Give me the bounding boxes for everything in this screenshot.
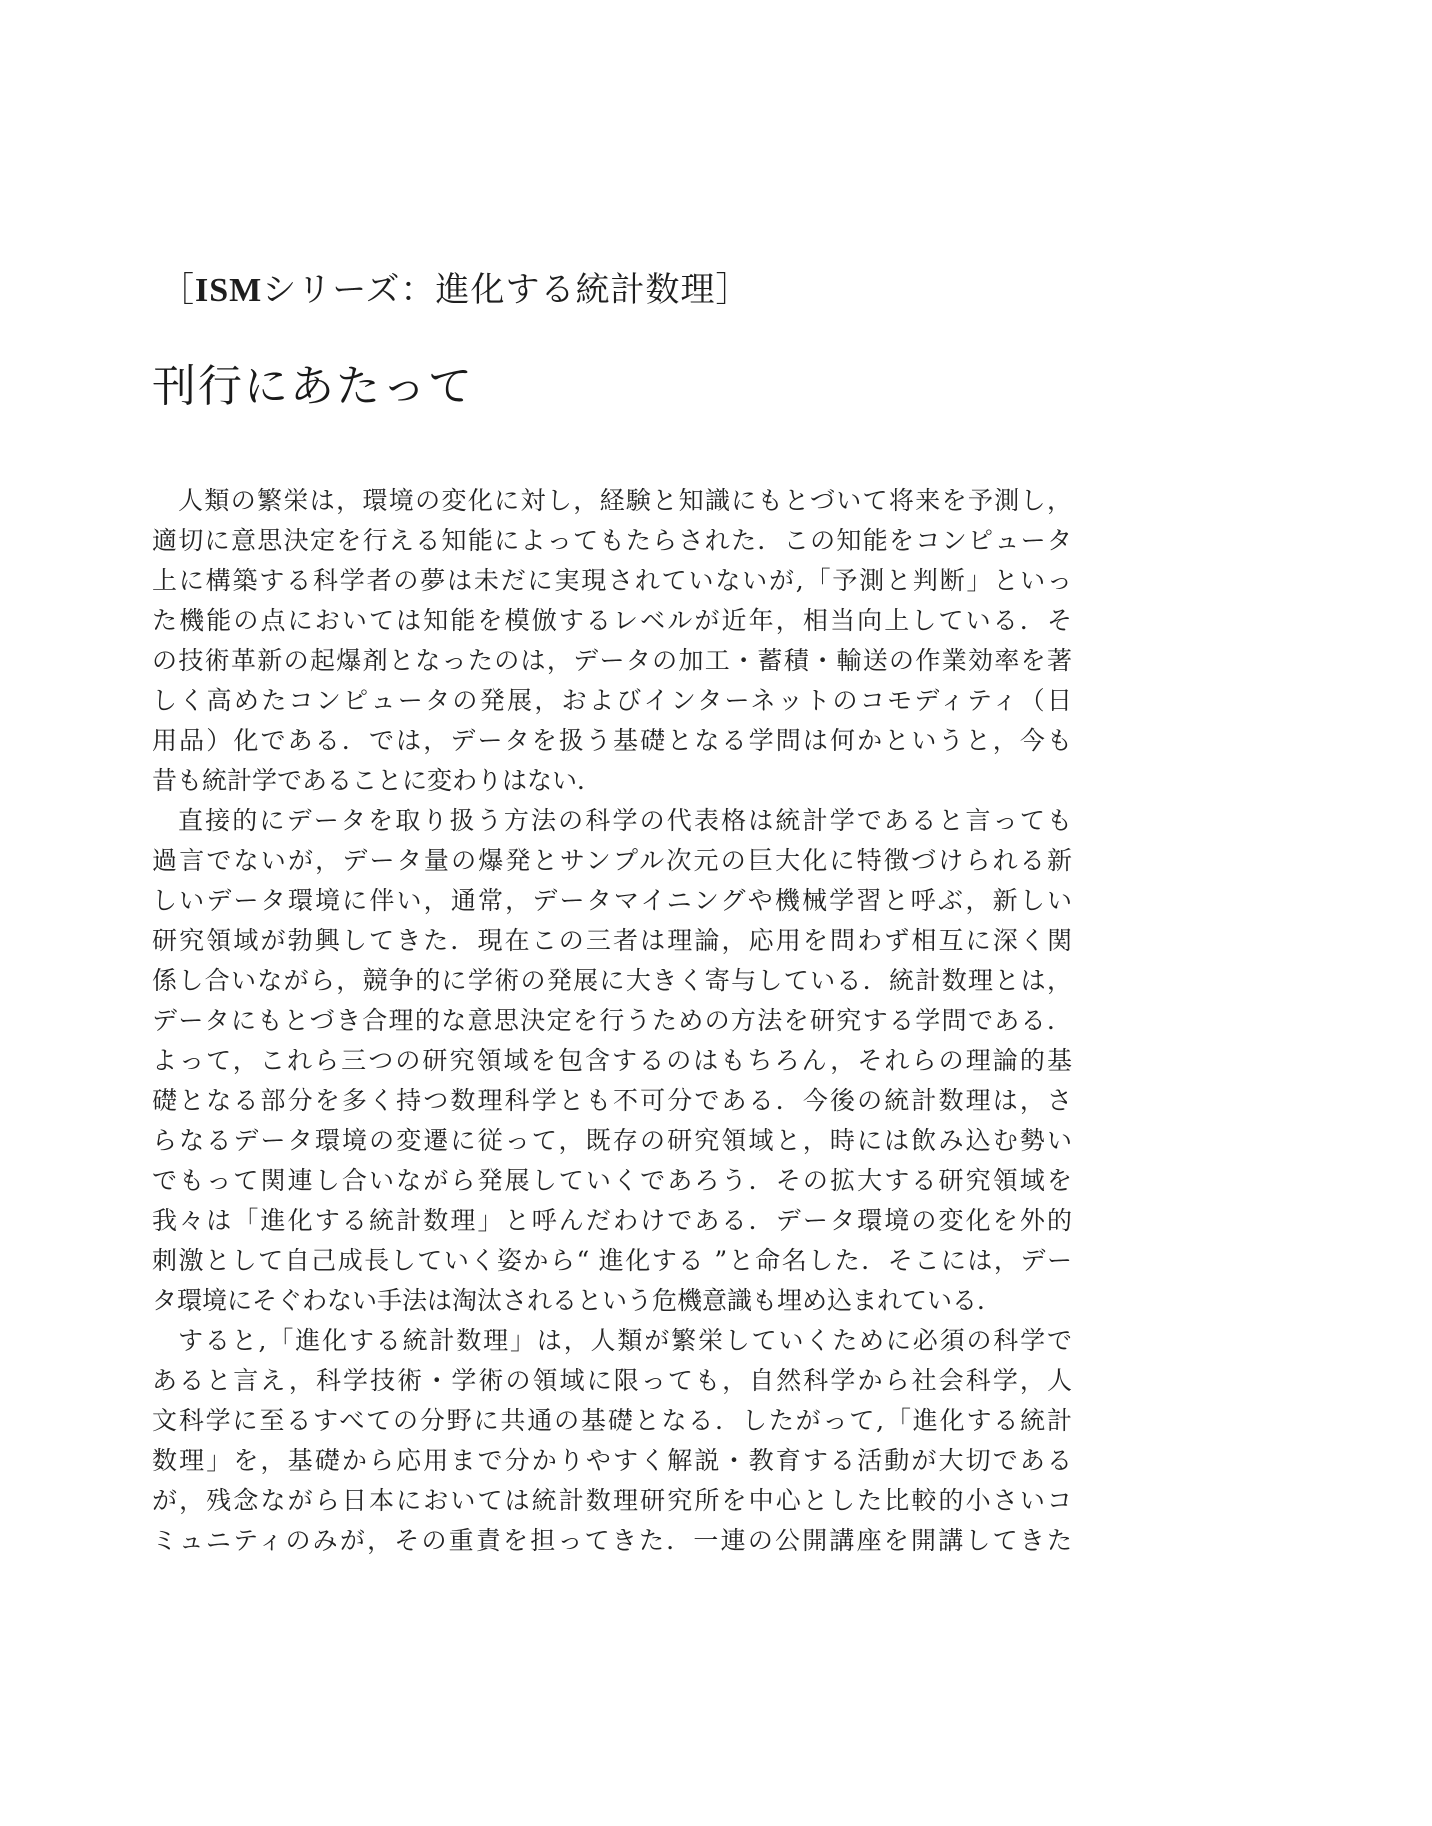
body-line: 数理」を，基礎から応用まで分かりやすく解説・教育する活動が大切である (152, 1446, 1072, 1475)
body-line: あると言え，科学技術・学術の領域に限っても，自然科学から社会科学，人 (152, 1366, 1072, 1395)
series-title-bracket-close: ］ (715, 270, 751, 310)
body-line: 適切に意思決定を行える知能によってもたらされた．この知能をコンピュータ (152, 526, 1072, 555)
body-line: よって，これら三つの研究領域を包含するのはもちろん，それらの理論的基 (152, 1046, 1072, 1075)
body-line: しく高めたコンピュータの発展，およびインターネットのコモディティ（日 (152, 686, 1072, 715)
body-line: らなるデータ環境の変遷に従って，既存の研究領域と，時には飲み込む勢い (152, 1126, 1072, 1155)
body-line: が，残念ながら日本においては統計数理研究所を中心とした比較的小さいコ (152, 1486, 1072, 1515)
body-line: の技術革新の起爆剤となったのは，データの加工・蓄積・輸送の作業効率を著 (152, 646, 1072, 675)
body-line: データにもとづき合理的な意思決定を行うための方法を研究する学問である． (152, 1006, 1072, 1035)
body-text (152, 481, 1072, 1561)
body-line: 過言でないが，データ量の爆発とサンプル次元の巨大化に特徴づけられる新 (152, 846, 1072, 875)
body-line: 礎となる部分を多く持つ数理科学とも不可分である．今後の統計数理は，さ (152, 1086, 1072, 1115)
chapter-title: 刊行にあたって (152, 361, 474, 412)
body-line: 我々は「進化する統計数理」と呼んだわけである．データ環境の変化を外的 (152, 1206, 1072, 1235)
series-title-text: シリーズ：進化する統計数理 (262, 270, 716, 310)
body-line: すると,「進化する統計数理」は，人類が繁栄していくために必須の科学で (178, 1326, 1072, 1355)
body-line: 係し合いながら，競争的に学術の発展に大きく寄与している．統計数理とは， (152, 966, 1072, 995)
body-line: ミュニティのみが，その重責を担ってきた．一連の公開講座を開講してきた (152, 1526, 1072, 1555)
body-line: 直接的にデータを取り扱う方法の科学の代表格は統計学であると言っても (178, 806, 1072, 835)
body-line: 研究領域が勃興してきた．現在この三者は理論，応用を問わず相互に深く関 (152, 926, 1072, 955)
body-line: しいデータ環境に伴い，通常，データマイニングや機械学習と呼ぶ，新しい (152, 886, 1072, 915)
body-line: 刺激として自己成長していく姿から“ 進化する ”と命名した．そこには，デー (152, 1246, 1072, 1275)
body-line: 人類の繁栄は，環境の変化に対し，経験と知識にもとづいて将来を予測し， (178, 486, 1072, 515)
body-line: でもって関連し合いながら発展していくであろう．その拡大する研究領域を (152, 1166, 1072, 1195)
series-title-ism: ISM (195, 272, 263, 309)
body-line: た機能の点においては知能を模倣するレベルが近年，相当向上している．そ (152, 606, 1072, 635)
series-title (160, 262, 751, 311)
series-title-bracket-open: ［ (160, 270, 195, 310)
body-line: 文科学に至るすべての分野に共通の基礎となる．したがって,「進化する統計 (152, 1406, 1072, 1435)
body-line: 用品）化である．では，データを扱う基礎となる学問は何かというと，今も (152, 726, 1072, 755)
body-line: タ環境にそぐわない手法は淘汰されるという危機意識も埋め込まれている． (152, 1286, 1003, 1315)
body-line: 昔も統計学であることに変わりはない． (152, 766, 603, 795)
body-line: 上に構築する科学者の夢は未だに実現されていないが,「予測と判断」といっ (152, 566, 1072, 595)
